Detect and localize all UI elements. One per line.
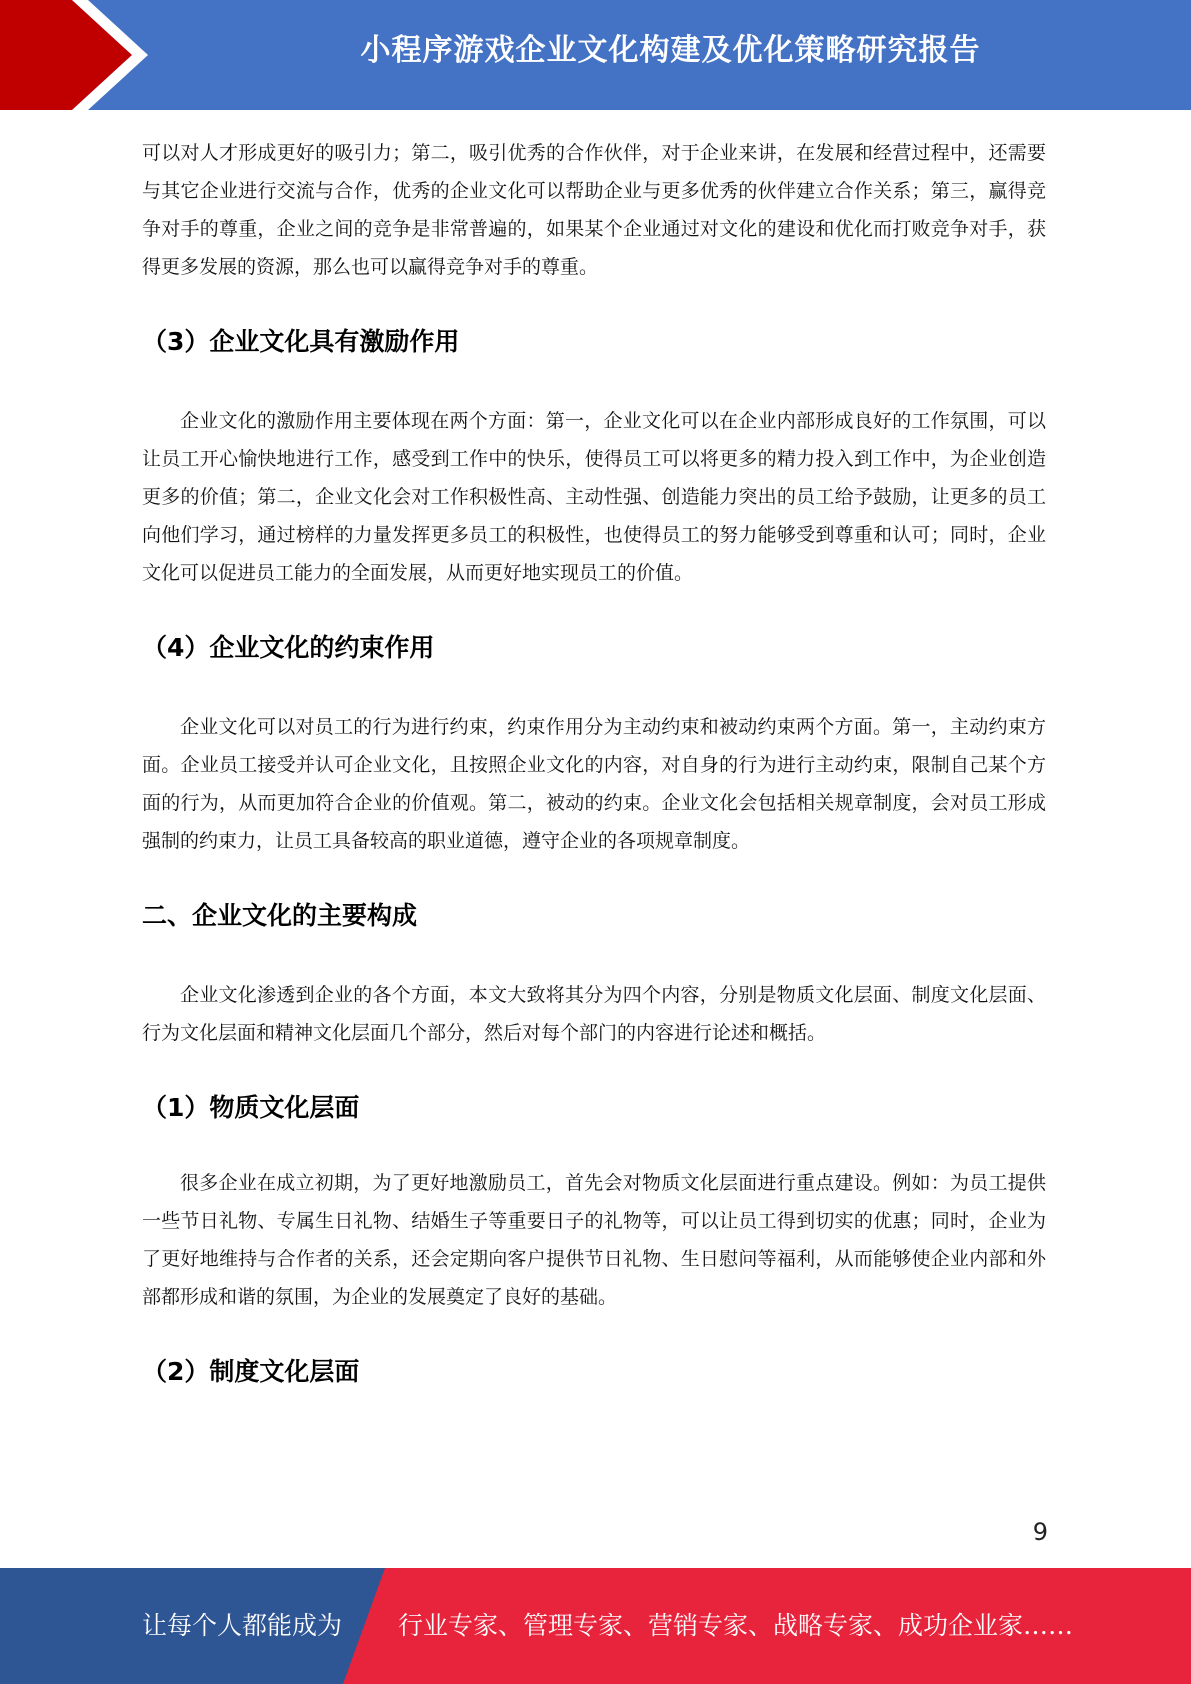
spacer xyxy=(142,932,1046,976)
footer-slogan-left: 让每个人都能成为 xyxy=(142,1611,343,1640)
spacer xyxy=(142,358,1046,402)
footer-slogan-right: 行业专家、管理专家、营销专家、战略专家、成功企业家…… xyxy=(398,1611,1074,1640)
subsection-2-heading: （2）制度文化层面 xyxy=(142,1357,360,1386)
footer-banner xyxy=(0,1568,1191,1684)
spacer xyxy=(142,664,1046,708)
report-title: 小程序游戏企业文化构建及优化策略研究报告 xyxy=(360,33,981,68)
spacer xyxy=(142,286,1046,322)
section-4-heading: （4）企业文化的约束作用 xyxy=(142,633,435,662)
page-number: 9 xyxy=(1032,1518,1048,1546)
spacer xyxy=(142,1052,1046,1088)
chapter-2-heading: 二、企业文化的主要构成 xyxy=(142,901,418,930)
spacer xyxy=(142,592,1046,628)
section-3-paragraph: 企业文化的激励作用主要体现在两个方面：第一，企业文化可以在企业内部形成良好的工作氛围，可以让员工开心愉快地进行工作，感受到工作中的快乐，使得员工可以将更多的精力投入到工作中，为企业创造更多的价值；第二，企业文化会对工作积极性高、主动性强、创造能力突出的员工给予鼓励，让更多的员工向他们学习，通过榜样的力量发挥更多员工的积极性，也使得员工的努力能够受到尊重和认可；同时，企业文化可以促进员工能力的全面发展，从而更好地实现员工的价值。 xyxy=(142,410,1046,584)
header-banner xyxy=(0,0,1191,110)
section-3-heading: （3）企业文化具有激励作用 xyxy=(142,327,460,356)
intro-paragraph: 可以对人才形成更好的吸引力；第二，吸引优秀的合作伙伴，对于企业来讲，在发展和经营过程中，还需要与其它企业进行交流与合作，优秀的企业文化可以帮助企业与更多优秀的伙伴建立合作关系；第三，赢得竞争对手的尊重，企业之间的竞争是非常普遍的，如果某个企业通过对文化的建设和优化而打败竞争对手，获得更多发展的资源，那么也可以赢得竞争对手的尊重。 xyxy=(142,142,1046,278)
subsection-1-paragraph: 很多企业在成立初期，为了更好地激励员工，首先会对物质文化层面进行重点建设。例如：为员工提供一些节日礼物、专属生日礼物、结婚生子等重要日子的礼物等，可以让员工得到切实的优惠；同时，企业为了更好地维持与合作者的关系，还会定期向客户提供节日礼物、生日慰问等福利，从而能够使企业内部和外部都形成和谐的氛围，为企业的发展奠定了良好的基础。 xyxy=(142,1172,1046,1308)
spacer xyxy=(142,1124,1046,1164)
chapter-2-paragraph: 企业文化渗透到企业的各个方面，本文大致将其分为四个内容，分别是物质文化层面、制度文化层面、行为文化层面和精神文化层面几个部分，然后对每个部门的内容进行论述和概括。 xyxy=(142,984,1046,1044)
section-4-paragraph: 企业文化可以对员工的行为进行约束，约束作用分为主动约束和被动约束两个方面。第一，主动约束方面。企业员工接受并认可企业文化，且按照企业文化的内容，对自身的行为进行主动约束，限制自己某个方面的行为，从而更加符合企业的价值观。第二，被动的约束。企业文化会包括相关规章制度，会对员工形成强制的约束力，让员工具备较高的职业道德，遵守企业的各项规章制度。 xyxy=(142,716,1046,852)
document-body xyxy=(142,134,1046,1388)
subsection-1-heading: （1）物质文化层面 xyxy=(142,1093,360,1122)
spacer xyxy=(142,860,1046,896)
spacer xyxy=(142,1316,1046,1352)
